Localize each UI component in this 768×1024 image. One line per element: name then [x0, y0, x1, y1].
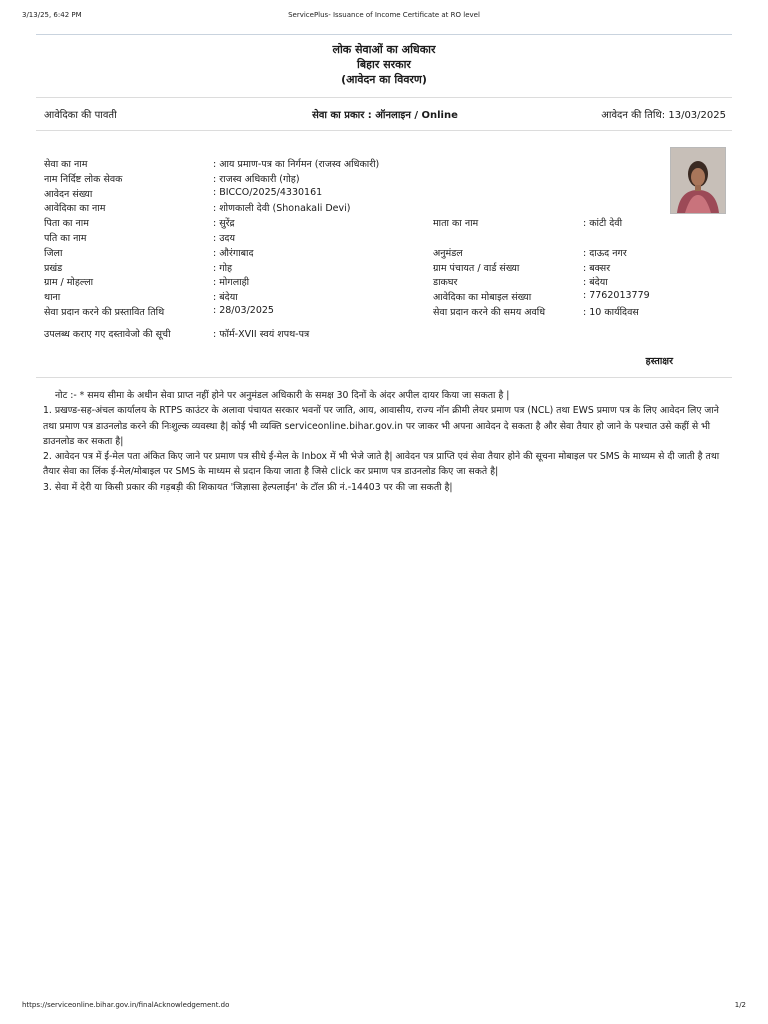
field-value: : आय प्रमाण-पत्र का निर्गमन (राजस्व अधिकारी) — [213, 159, 380, 170]
field-value: : कांटी देवी — [583, 218, 623, 230]
field-value: : गोह — [213, 262, 233, 274]
page-number: 1/2 — [734, 1001, 746, 1009]
top-divider — [36, 34, 732, 35]
field-value: : बंदेया — [213, 292, 238, 304]
divider — [36, 377, 732, 378]
field-label: पिता का नाम — [44, 218, 89, 230]
field-label: ग्राम पंचायत / वार्ड संख्या — [433, 262, 520, 274]
application-date: आवेदन की तिथि: 13/03/2025 — [601, 110, 726, 121]
field-label: सेवा का नाम — [44, 159, 88, 170]
meta-row — [44, 107, 726, 121]
field-label: सेवा प्रदान करने की समय अवधि — [433, 306, 546, 318]
notes-section — [43, 388, 733, 495]
field-value: : राजस्व अधिकारी (गोह) — [213, 173, 300, 185]
documents-value: : फॉर्म-XVII स्वयं शपथ-पत्र — [213, 329, 310, 340]
field-value: : बंदेया — [583, 277, 608, 289]
note-item: 2. आवेदन पत्र में ई-मेल पता अंकित किए जाने पर प्रमाण पत्र सीधे ई-मेल के Inbox में भी भेजे जाते है| आवेदन पत्र प्राप्ति एवं सेवा तैयार होने की सूचना मोबाइल पर SMS के माध्यम से दी जाती है तथा तैयार सेवा का लिंक ई-मेल/मोबाइल पर SMS के माध्यम से प्रदान किया जाता है जिसे click कर प्रमाण पत्र डाउनलोड किए जा सकते है| — [43, 451, 720, 478]
print-url: https://serviceonline.bihar.gov.in/finalAcknowledgement.do — [22, 1001, 230, 1009]
field-row — [44, 290, 684, 305]
print-title: ServicePlus- Issuance of Income Certificate at RO level — [288, 11, 480, 19]
field-value: : 28/03/2025 — [213, 304, 274, 316]
field-value: : दाऊद नगर — [583, 247, 627, 259]
receipt-label: आवेदिका की पावती — [44, 110, 117, 121]
document-heading — [0, 42, 768, 87]
field-value: : शोणकाली देवी (Shonakali Devi) — [213, 203, 351, 215]
field-row — [44, 201, 684, 216]
field-row — [44, 216, 684, 231]
print-datetime: 3/13/25, 6:42 PM — [22, 11, 82, 19]
field-value: : BICCO/2025/4330161 — [213, 186, 323, 198]
field-value: : सुरेंद्र — [213, 218, 235, 230]
field-row — [44, 275, 684, 290]
field-value: : उदय — [213, 232, 235, 244]
heading-line-2: बिहार सरकार — [357, 58, 411, 71]
field-label: जिला — [44, 247, 63, 259]
field-value: : बक्सर — [583, 262, 611, 274]
field-label: सेवा प्रदान करने की प्रस्तावित तिथि — [44, 306, 165, 318]
heading-line-1: लोक सेवाओं का अधिकार — [332, 43, 436, 56]
field-row — [44, 157, 684, 172]
service-type: सेवा का प्रकार : ऑनलाइन / Online — [312, 110, 458, 121]
field-row — [44, 246, 684, 261]
divider — [36, 97, 732, 98]
signature-label: हस्ताक्षर — [645, 356, 673, 367]
note-item: नोट :- * समय सीमा के अधीन सेवा प्राप्त नहीं होने पर अनुमंडल अधिकारी के समक्ष 30 दिनों के अंदर अपील दायर किया जा सकता है | — [55, 390, 510, 401]
field-label: प्रखंड — [44, 262, 63, 274]
field-row — [44, 172, 684, 187]
field-value: : 10 कार्यदिवस — [583, 306, 639, 318]
divider — [36, 130, 732, 131]
documents-row — [44, 327, 684, 341]
field-label: डाकघर — [433, 277, 458, 289]
field-row — [44, 261, 684, 276]
heading-line-3: (आवेदन का विवरण) — [341, 73, 427, 86]
field-row — [44, 305, 684, 320]
note-item: 1. प्रखण्ड-सह-अंचल कार्यालय के RTPS काउंटर के अलावा पंचायत सरकार भवनों पर जाति, आय, आवासीय, राज्य नॉन क्रीमी लेयर प्रमाण पत्र (NCL) तथा EWS प्रमाण पत्र के लिए आवेदन लिए जाने तथा प्रमाण पत्र डाउनलोड करने की निःशुल्क व्यवस्था है| कोई भी व्यक्ति serviceonline.bihar.gov.in पर जाकर भी अपना आवेदन दे सकता है और सेवा तैयार हो जाने के पश्चात उसे कहीं से भी डाउनलोड कर सकता है| — [43, 405, 719, 447]
field-label: आवेदन संख्या — [44, 188, 93, 200]
print-header — [22, 11, 746, 23]
field-row — [44, 231, 684, 246]
field-label: पति का नाम — [44, 232, 87, 244]
field-value: : 7762013779 — [583, 290, 650, 302]
field-label: नाम निर्दिष्ट लोक सेवक — [44, 173, 123, 185]
field-label: अनुमंडल — [433, 247, 463, 259]
field-label: आवेदिका का नाम — [44, 203, 106, 215]
field-label: माता का नाम — [433, 218, 479, 230]
documents-label: उपलब्ध कराए गए दस्तावेजो की सूची — [44, 329, 171, 340]
field-value: : औरंगाबाद — [213, 247, 254, 259]
note-item: 3. सेवा में देरी या किसी प्रकार की गड़बड़ी की शिकायत 'जिज्ञासा हेल्पलाईन' के टॉल फ्री नं.-14403 पर की जा सकती है| — [43, 481, 453, 493]
application-details — [44, 157, 684, 320]
field-row — [44, 187, 684, 202]
field-value: : मोगलाही — [213, 277, 250, 289]
field-label: थाना — [44, 292, 61, 304]
field-label: आवेदिका का मोबाइल संख्या — [433, 292, 532, 304]
field-label: ग्राम / मोहल्ला — [44, 277, 94, 289]
